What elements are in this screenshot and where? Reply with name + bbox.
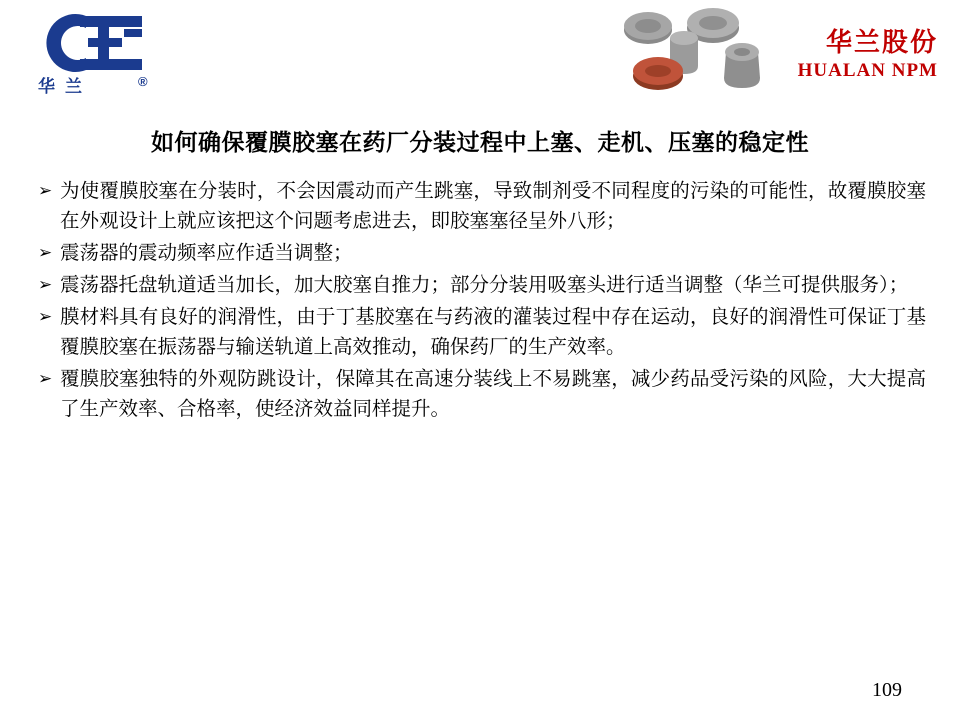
hualan-c-logo-icon <box>24 12 154 74</box>
registered-trademark-icon: ® <box>138 74 148 89</box>
list-item <box>38 238 926 268</box>
list-item <box>38 176 926 236</box>
brand-name-chinese: 华兰股份 <box>825 28 938 58</box>
list-item <box>38 270 926 300</box>
rubber-stoppers-photo-icon <box>618 8 788 96</box>
list-item-text: 震荡器的震动频率应作适当调整； <box>60 241 353 264</box>
page-title: 如何确保覆膜胶塞在药厂分装过程中上塞、走机、压塞的稳定性 <box>151 130 809 156</box>
list-item-text: 膜材料具有良好的润滑性，由于丁基胶塞在与药液的灌装过程中存在运动，良好的润滑性可保证丁基覆膜胶塞在振荡器与输送轨道上高效推动，确保药厂的生产效率。 <box>60 305 926 358</box>
list-item <box>38 364 926 424</box>
slide-header <box>0 0 960 105</box>
page-number: 109 <box>872 679 902 701</box>
list-item-text: 覆膜胶塞独特的外观防跳设计，保障其在高速分装线上不易跳塞，减少药品受污染的风险，大大提高了生产效率、合格率，使经济效益同样提升。 <box>60 367 926 420</box>
list-item-text: 震荡器托盘轨道适当加长，加大胶塞自推力；部分分装用吸塞头进行适当调整（华兰可提供服务）； <box>60 273 909 296</box>
hualan-left-logo <box>20 10 160 95</box>
hualan-right-branding <box>618 6 948 98</box>
bullet-arrow-icon: ➢ <box>38 181 53 201</box>
bullet-arrow-icon: ➢ <box>38 275 53 295</box>
slide-body <box>38 176 926 426</box>
brand-name-english: HUALAN NPM <box>797 60 938 81</box>
bullet-arrow-icon: ➢ <box>38 369 53 389</box>
bullet-arrow-icon: ➢ <box>38 307 53 327</box>
list-item <box>38 302 926 362</box>
left-logo-chinese-name: 华兰 <box>38 77 92 97</box>
bullet-arrow-icon: ➢ <box>38 243 53 263</box>
list-item-text: 为使覆膜胶塞在分装时，不会因震动而产生跳塞，导致制剂受不同程度的污染的可能性，故覆膜胶塞在外观设计上就应该把这个问题考虑进去，即胶塞塞径呈外八形； <box>60 179 926 232</box>
